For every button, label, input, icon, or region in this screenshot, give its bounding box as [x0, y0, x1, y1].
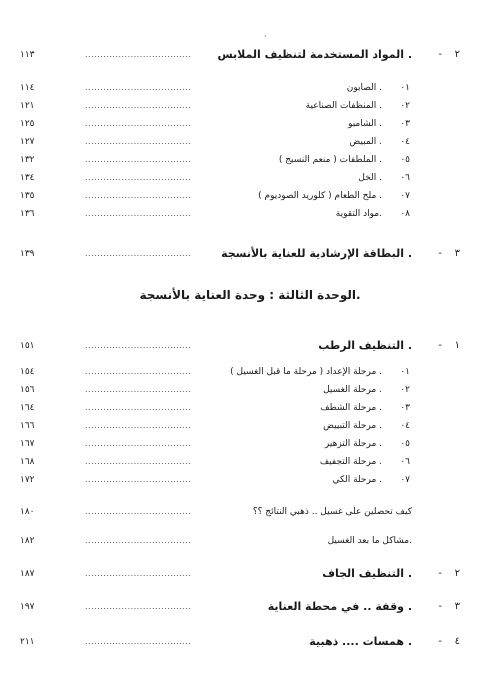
toc-row-plain[interactable] [20, 533, 460, 549]
leader-dots: ................................... [85, 191, 192, 200]
section-number: ١ [454, 340, 460, 351]
page-number: ١٢١ [20, 101, 35, 111]
section-title: التنظيف الرطب . [318, 339, 412, 352]
leader-dots: ................................... [85, 507, 192, 516]
leader-dots: ................................... [85, 439, 192, 448]
item-title: مرحلة التزهير . [324, 439, 382, 449]
section-number: ٢ [454, 568, 460, 579]
section-title: وقفة .. في محطة العناية . [267, 600, 412, 613]
page-number: ١١٣ [20, 50, 35, 60]
section-number: ٢ [454, 49, 460, 60]
toc-row-item[interactable] [20, 80, 460, 96]
page-number: ١٣٩ [20, 249, 35, 259]
leader-dots: ................................... [85, 421, 192, 430]
leader-dots: ................................... [85, 637, 192, 646]
section-number: ٤ [454, 636, 460, 647]
toc-row-item[interactable] [20, 206, 460, 222]
leader-dots: ................................... [85, 536, 192, 545]
item-title: مرحلة التبييض . [323, 421, 382, 431]
item-title: الشامبو . [348, 119, 382, 129]
section-title: البطاقة الإرشادية للعناية بالأنسجة . [221, 247, 412, 260]
plain-title: مشاكل ما بعد الغسيل. [327, 536, 412, 546]
item-title: مرحلة الغسيل . [323, 385, 382, 395]
toc-row-item[interactable] [20, 400, 460, 416]
item-title: مرحلة الإعداد ( مرحلة ما قبل الغسيل ) . [230, 367, 382, 377]
top-mark: · [264, 32, 267, 41]
section-dash: - [438, 49, 442, 60]
item-title: المبيض . [349, 137, 382, 147]
section-dash: - [438, 248, 442, 259]
page-number: ١١٤ [20, 83, 35, 93]
page-number: ٢١١ [20, 637, 35, 647]
item-number: ٠٢ [400, 101, 410, 111]
page-number: ١٦٦ [20, 421, 35, 431]
page-number: ١٩٧ [20, 602, 35, 612]
page-number: ١٣٦ [20, 209, 35, 219]
page-number: ١٥٤ [20, 367, 35, 377]
toc-row-item[interactable] [20, 134, 460, 150]
page-number: ١٥٦ [20, 385, 35, 395]
item-title: مرحلة الشطف . [320, 403, 382, 413]
leader-dots: ................................... [85, 475, 192, 484]
toc-row-section[interactable] [20, 47, 460, 63]
leader-dots: ................................... [85, 83, 192, 92]
toc-row-item[interactable] [20, 418, 460, 434]
item-number: ٠١ [400, 83, 410, 93]
item-title: مواد التقوية. [335, 209, 382, 219]
section-number: ٣ [454, 601, 460, 612]
item-title: الصابون . [346, 83, 382, 93]
toc-row-item[interactable] [20, 436, 460, 452]
item-number: ٠٧ [400, 475, 410, 485]
page-number: ١٢٧ [20, 137, 35, 147]
leader-dots: ................................... [85, 155, 192, 164]
page-number: ١٨٧ [20, 569, 35, 579]
page-number: ١٢٥ [20, 119, 35, 129]
page-number: ١٧٢ [20, 475, 35, 485]
toc-row-item[interactable] [20, 152, 460, 168]
page-number: ١٨٢ [20, 536, 35, 546]
toc-row-item[interactable] [20, 170, 460, 186]
item-number: ٠٢ [400, 385, 410, 395]
item-number: ٠٤ [400, 137, 410, 147]
unit-heading [0, 286, 500, 304]
item-number: ٠٧ [400, 191, 410, 201]
toc-row-item[interactable] [20, 116, 460, 132]
leader-dots: ................................... [85, 119, 192, 128]
unit-colon: : [269, 288, 275, 302]
leader-dots: ................................... [85, 101, 192, 110]
item-number: ٠٥ [400, 155, 410, 165]
toc-row-item[interactable] [20, 454, 460, 470]
toc-row-section[interactable] [20, 246, 460, 262]
section-number: ٣ [454, 248, 460, 259]
toc-row-item[interactable] [20, 188, 460, 204]
item-title: المنظفات الصناعية . [305, 101, 382, 111]
item-number: ٠٣ [400, 403, 410, 413]
item-number: ٠١ [400, 367, 410, 377]
leader-dots: ................................... [85, 50, 192, 59]
page-number: ١٣٤ [20, 173, 35, 183]
leader-dots: ................................... [85, 403, 192, 412]
section-title: المواد المستخدمة لتنظيف الملابس . [217, 48, 412, 61]
section-title: همسات .... ذهبية . [309, 635, 412, 648]
leader-dots: ................................... [85, 385, 192, 394]
item-number: ٠٥ [400, 439, 410, 449]
leader-dots: ................................... [85, 209, 192, 218]
item-title: مرحلة التجفيف . [319, 457, 382, 467]
page-number: ١٦٤ [20, 403, 35, 413]
toc-row-plain[interactable] [20, 504, 460, 520]
unit-title: وحدة العناية بالأنسجة. [139, 288, 361, 302]
leader-dots: ................................... [85, 249, 192, 258]
toc-row-section[interactable] [20, 599, 460, 615]
toc-row-item[interactable] [20, 98, 460, 114]
section-dash: - [438, 340, 442, 351]
item-title: مرحلة الكي . [332, 475, 382, 485]
toc-row-item[interactable] [20, 382, 460, 398]
section-dash: - [438, 601, 442, 612]
page-number: ١٦٧ [20, 439, 35, 449]
section-dash: - [438, 636, 442, 647]
leader-dots: ................................... [85, 341, 192, 350]
leader-dots: ................................... [85, 137, 192, 146]
leader-dots: ................................... [85, 569, 192, 578]
page-number: ١٥١ [20, 341, 35, 351]
page-number: ١٣٢ [20, 155, 35, 165]
leader-dots: ................................... [85, 457, 192, 466]
item-number: ٠٦ [400, 457, 410, 467]
toc-row-item[interactable] [20, 364, 460, 380]
item-number: ٠٨ [400, 209, 410, 219]
unit-label: الوحدة الثالثة [278, 288, 356, 302]
section-dash: - [438, 568, 442, 579]
item-number: ٠٣ [400, 119, 410, 129]
item-number: ٠٤ [400, 421, 410, 431]
toc-row-section[interactable] [20, 634, 460, 650]
page-number: ١٨٠ [20, 507, 35, 517]
leader-dots: ................................... [85, 173, 192, 182]
item-title: ملح الطعام ( كلوريد الصوديوم ) . [258, 191, 382, 201]
item-title: الملطفات ( منعم النسيج ) . [278, 155, 382, 165]
item-title: الخل . [358, 173, 382, 183]
toc-row-section[interactable] [20, 338, 460, 354]
item-number: ٠٦ [400, 173, 410, 183]
toc-row-item[interactable] [20, 472, 460, 488]
leader-dots: ................................... [85, 367, 192, 376]
page-number: ١٦٨ [20, 457, 35, 467]
plain-title: كيف تحصلين على غسيل .. ذهبي النتائج ؟؟ [252, 507, 412, 517]
toc-row-section[interactable] [20, 566, 460, 582]
leader-dots: ................................... [85, 602, 192, 611]
page-number: ١٣٥ [20, 191, 35, 201]
section-title: التنظيف الجاف . [322, 567, 412, 580]
